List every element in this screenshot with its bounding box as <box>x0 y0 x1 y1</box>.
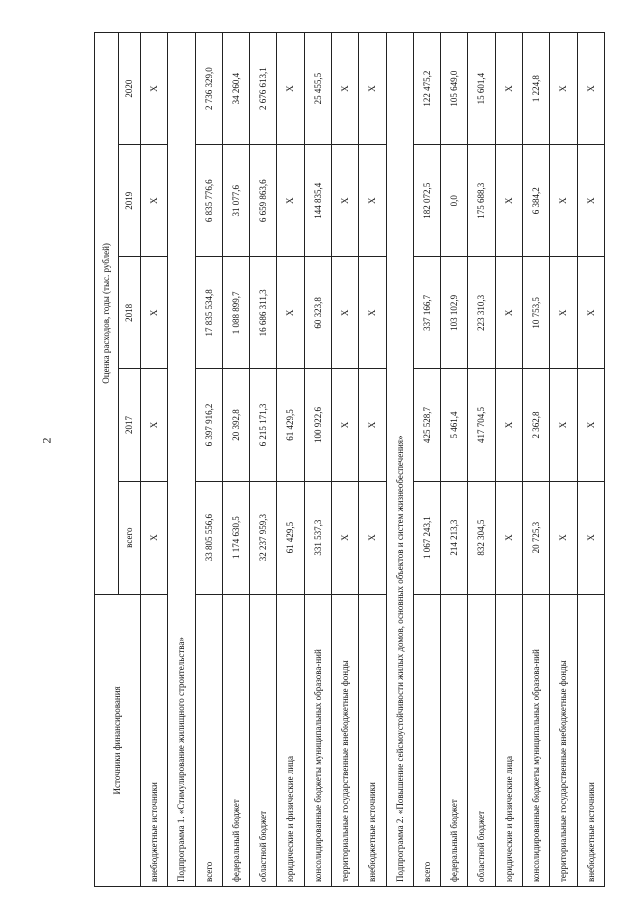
table-row <box>550 33 577 887</box>
section-row <box>386 33 413 887</box>
value-cell: 32 237 959,3 <box>250 481 277 594</box>
value-cell: 1 224,8 <box>522 33 549 145</box>
value-cell: 61 429,5 <box>277 369 304 481</box>
value-cell: 17 835 534,8 <box>195 257 222 369</box>
row-label: юридические и физические лица <box>495 594 522 886</box>
table-row <box>222 33 249 887</box>
row-label: территориальные государственные внебюджетные фонды <box>550 594 577 886</box>
value-cell: X <box>550 257 577 369</box>
table-row <box>413 33 440 887</box>
year-header: 2019 <box>119 145 141 257</box>
value-cell: 6 397 916,2 <box>195 369 222 481</box>
value-cell: 20 392,8 <box>222 369 249 481</box>
value-cell: X <box>495 33 522 145</box>
value-cell: X <box>577 257 605 369</box>
value-cell: 2 736 329,0 <box>195 33 222 145</box>
value-cell: X <box>495 481 522 594</box>
value-cell: 331 537,3 <box>304 481 331 594</box>
value-cell: 34 260,4 <box>222 33 249 145</box>
value-cell: X <box>141 481 168 594</box>
row-label: федеральный бюджет <box>441 594 468 886</box>
value-cell: X <box>495 257 522 369</box>
row-label: внебюджетные источники <box>577 594 605 886</box>
value-cell: 337 166,7 <box>413 257 440 369</box>
page-number: 2 <box>39 437 54 444</box>
financing-table-wrapper <box>94 32 605 887</box>
table-row <box>522 33 549 887</box>
value-cell: 60 323,8 <box>304 257 331 369</box>
table-row <box>195 33 222 887</box>
table-row <box>441 33 468 887</box>
row-label: всего <box>413 594 440 886</box>
value-cell: 175 688,3 <box>468 145 495 257</box>
value-cell: X <box>577 481 605 594</box>
value-cell: 6 835 776,6 <box>195 145 222 257</box>
year-header: 2020 <box>119 33 141 145</box>
value-cell: X <box>141 145 168 257</box>
value-cell: X <box>577 145 605 257</box>
value-cell: 16 686 311,3 <box>250 257 277 369</box>
value-cell: X <box>550 369 577 481</box>
value-cell: 417 704,5 <box>468 369 495 481</box>
row-label: внебюджетные источники <box>141 594 168 886</box>
value-cell: X <box>577 369 605 481</box>
table-row <box>277 33 304 887</box>
section-title: Подпрограмма 2. «Повышение сейсмоустойчивости жилых домов, основных объектов и систем жизнеобеспечения» <box>386 33 413 887</box>
value-cell: 1 088 899,7 <box>222 257 249 369</box>
value-cell: X <box>277 33 304 145</box>
table-row <box>304 33 331 887</box>
value-cell: X <box>359 145 386 257</box>
estimate-header: Оценка расходов, годы (тыс. рублей) <box>95 33 119 595</box>
value-cell: X <box>277 257 304 369</box>
year-header: 2017 <box>119 369 141 481</box>
value-cell: 105 649,0 <box>441 33 468 145</box>
value-cell: X <box>495 145 522 257</box>
value-cell: X <box>550 145 577 257</box>
value-cell: 103 102,9 <box>441 257 468 369</box>
value-cell: X <box>331 481 358 594</box>
value-cell: X <box>331 33 358 145</box>
value-cell: 20 725,3 <box>522 481 549 594</box>
financing-table <box>94 32 605 887</box>
value-cell: 33 805 556,6 <box>195 481 222 594</box>
value-cell: 425 528,7 <box>413 369 440 481</box>
value-cell: 6 384,2 <box>522 145 549 257</box>
value-cell: 6 215 171,3 <box>250 369 277 481</box>
value-cell: X <box>550 33 577 145</box>
table-row <box>495 33 522 887</box>
value-cell: 1 067 243,1 <box>413 481 440 594</box>
row-label: областной бюджет <box>250 594 277 886</box>
value-cell: 10 753,5 <box>522 257 549 369</box>
value-cell: X <box>359 257 386 369</box>
value-cell: 31 077,6 <box>222 145 249 257</box>
row-label: консолидированные бюджеты муниципальных образова-ний <box>522 594 549 886</box>
table-row <box>577 33 605 887</box>
table-body <box>141 33 605 887</box>
value-cell: 223 310,3 <box>468 257 495 369</box>
row-label: юридические и физические лица <box>277 594 304 886</box>
row-label: всего <box>195 594 222 886</box>
value-cell: 5 461,4 <box>441 369 468 481</box>
value-cell: 2 676 613,1 <box>250 33 277 145</box>
value-cell: X <box>359 369 386 481</box>
table-row <box>250 33 277 887</box>
value-cell: 15 601,4 <box>468 33 495 145</box>
value-cell: X <box>277 145 304 257</box>
value-cell: 832 304,5 <box>468 481 495 594</box>
table-row <box>359 33 386 887</box>
value-cell: 0,0 <box>441 145 468 257</box>
value-cell: 6 659 863,6 <box>250 145 277 257</box>
value-cell: X <box>331 257 358 369</box>
value-cell: X <box>550 481 577 594</box>
row-label: территориальные государственные внебюджетные фонды <box>331 594 358 886</box>
value-cell: X <box>141 33 168 145</box>
value-cell: X <box>359 481 386 594</box>
table-row <box>468 33 495 887</box>
year-header: всего <box>119 481 141 594</box>
value-cell: X <box>331 369 358 481</box>
value-cell: X <box>577 33 605 145</box>
section-title: Подпрограмма 1. «Стимулирование жилищного строительства» <box>168 33 195 887</box>
section-row <box>168 33 195 887</box>
value-cell: 61 429,5 <box>277 481 304 594</box>
value-cell: 25 455,5 <box>304 33 331 145</box>
value-cell: X <box>495 369 522 481</box>
value-cell: 1 174 630,5 <box>222 481 249 594</box>
value-cell: 182 072,5 <box>413 145 440 257</box>
row-label: областной бюджет <box>468 594 495 886</box>
value-cell: 100 922,6 <box>304 369 331 481</box>
row-label: консолидированные бюджеты муниципальных образова-ний <box>304 594 331 886</box>
value-cell: 2 362,8 <box>522 369 549 481</box>
table-row <box>141 33 168 887</box>
value-cell: X <box>141 369 168 481</box>
row-label: внебюджетные источники <box>359 594 386 886</box>
value-cell: X <box>331 145 358 257</box>
value-cell: 144 835,4 <box>304 145 331 257</box>
value-cell: X <box>359 33 386 145</box>
table-row <box>331 33 358 887</box>
value-cell: 214 213,3 <box>441 481 468 594</box>
value-cell: X <box>141 257 168 369</box>
value-cell: 122 475,2 <box>413 33 440 145</box>
row-label: федеральный бюджет <box>222 594 249 886</box>
year-header: 2018 <box>119 257 141 369</box>
source-column-header: Источники финансирования <box>95 594 141 886</box>
